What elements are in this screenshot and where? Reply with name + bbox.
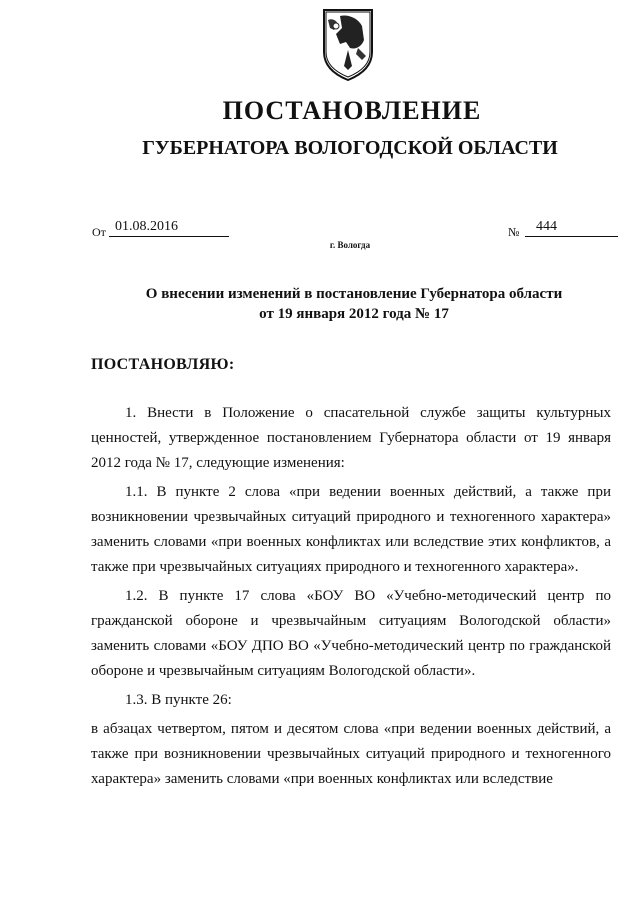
issuer-title: ГУБЕРНАТОРА ВОЛОГОДСКОЙ ОБЛАСТИ: [142, 137, 558, 159]
document-body: [91, 401, 611, 792]
resolution-heading: ПОСТАНОВЛЯЮ:: [91, 356, 235, 373]
document-date: 01.08.2016: [109, 219, 229, 237]
paragraph: в абзацах четвертом, пятом и десятом слова «при ведении военных действий, а также при возникновении чрезвычайных ситуаций природного и техногенного характера» заменить словами «при военных конфликтах или вследствие: [91, 721, 611, 787]
paragraph: 1.3. В пункте 26:: [125, 692, 232, 708]
subject-line-1: О внесении изменений в постановление Губернатора области: [145, 286, 563, 302]
number-label: №: [508, 225, 520, 239]
document-subject: [80, 284, 628, 324]
city-label: г. Вологда: [329, 240, 371, 250]
paragraph: 1. Внести в Положение о спасательной службе защиты культурных ценностей, утвержденное постановлением Губернатора области от 19 января 2012 года № 17, следующие изменения:: [91, 405, 611, 471]
coat-of-arms-icon: [318, 6, 378, 82]
paragraph: 1.1. В пункте 2 слова «при ведении военных действий, а также при возникновении чрезвычайных ситуаций природного и техногенного характера» заменить словами «при военных конфликтах или вследствие этих конфликтов, а также при чрезвычайных ситуациях природного и техногенного характера».: [91, 484, 611, 575]
document-number: 444: [525, 219, 618, 237]
document-type-title: ПОСТАНОВЛЕНИЕ: [222, 96, 482, 125]
paragraph: 1.2. В пункте 17 слова «БОУ ВО «Учебно-методический центр по гражданской обороне и чрезвычайным ситуациям Вологодской области» заменить словами «БОУ ДПО ВО «Учебно-методический центр по гражданской обороне и чрезвычайным ситуациям Вологодской области».: [91, 588, 611, 679]
date-label: От: [92, 225, 106, 239]
subject-line-2: от 19 января 2012 года № 17: [259, 306, 449, 322]
